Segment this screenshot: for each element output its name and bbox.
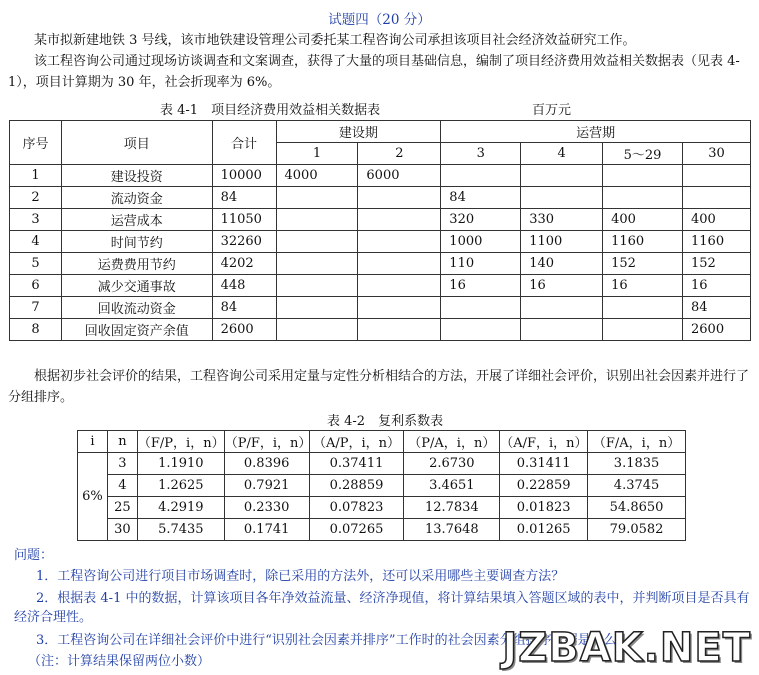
row-index: 4 [10,231,62,253]
row-value: 152 [603,253,683,275]
exam-title: 试题四（20 分） [328,12,431,28]
cell: 25 [107,497,137,519]
table-row [10,253,751,275]
row-item: 回收固定资产余值 [61,319,212,341]
row-item: 减少交通事故 [61,275,212,297]
cell: 0.28859 [309,475,404,497]
row-total: 4202 [212,253,276,275]
row-total: 2600 [212,319,276,341]
cell: 4.3745 [588,475,686,497]
row-value [683,165,751,187]
header-year: 5～29 [603,143,683,165]
row-value [276,209,358,231]
row-value: 16 [603,275,683,297]
row-value [441,165,521,187]
table-row [10,209,751,231]
row-value: 84 [441,187,521,209]
table2-caption: 表 4-2 复利系数表 [327,414,444,429]
table-row [10,297,751,319]
row-value [603,319,683,341]
cell: 0.1741 [224,519,309,541]
header-total: 合计 [212,121,276,165]
row-value: 16 [521,275,603,297]
row-total: 11050 [212,209,276,231]
header-factor: （A/F，i，n） [500,431,588,453]
cell: 79.0582 [588,519,686,541]
cell: 0.31411 [500,453,588,475]
cell: 30 [107,519,137,541]
row-value: 400 [683,209,751,231]
row-value [276,187,358,209]
rate-cell: 6% [78,453,108,541]
row-total: 10000 [212,165,276,187]
cell: 0.01823 [500,497,588,519]
header-index: 序号 [10,121,62,165]
row-value: 6000 [358,165,441,187]
social-evaluation-paragraph: 根据初步社会评价的结果，工程咨询公司采用定量与定性分析相结合的方法，开展了详细社会评价，识别出社会因素并进行了分组排序。 [8,369,750,405]
cell: 0.2330 [224,497,309,519]
cell: 12.7834 [404,497,500,519]
question-3: 3．工程咨询公司在详细社会评价中进行“识别社会因素并排序”工作时的社会因素分组排序依据是什么？ [36,633,630,648]
cell: 3.1835 [588,453,686,475]
header-year: 4 [521,143,603,165]
header-i: i [78,431,108,453]
row-index: 6 [10,275,62,297]
header-item: 项目 [61,121,212,165]
row-value [276,253,358,275]
cell: 13.7648 [404,519,500,541]
row-value: 84 [683,297,751,319]
cell: 0.8396 [224,453,309,475]
row-total: 84 [212,187,276,209]
cell: 4.2919 [137,497,224,519]
row-total: 32260 [212,231,276,253]
cell: 0.37411 [309,453,404,475]
row-total: 84 [212,297,276,319]
row-value: 1160 [683,231,751,253]
header-year: 30 [683,143,751,165]
row-value [603,297,683,319]
row-value: 152 [683,253,751,275]
row-index: 2 [10,187,62,209]
header-operation-period: 运营期 [441,121,751,143]
row-total: 448 [212,275,276,297]
row-value [603,187,683,209]
table1-unit: 百万元 [532,103,572,118]
table-row [78,519,686,541]
row-item: 时间节约 [61,231,212,253]
row-value [276,275,358,297]
question-2: 2．根据表 4-1 中的数据，计算该项目各年净效益流量、经济净现值，将计算结果填入答题区域的表中，并判断项目是否具有经济合理性。 [14,591,750,625]
header-year: 3 [441,143,521,165]
row-value [521,187,603,209]
header-factor: （P/F，i，n） [224,431,309,453]
row-item: 运营成本 [61,209,212,231]
cell: 2.6730 [404,453,500,475]
row-value [358,187,441,209]
row-value [521,319,603,341]
row-index: 3 [10,209,62,231]
header-year: 1 [276,143,358,165]
row-value [603,165,683,187]
intro-paragraph-1: 某市拟新建地铁 3 号线，该市地铁建设管理公司委托某工程咨询公司承担该项目社会经济效益研究工作。 [34,33,636,48]
row-value: 400 [603,209,683,231]
table-row [78,475,686,497]
row-value [358,297,441,319]
row-index: 7 [10,297,62,319]
row-value [521,165,603,187]
table-row [10,319,751,341]
header-factor: （F/A，i，n） [588,431,686,453]
row-value [276,319,358,341]
row-value: 140 [521,253,603,275]
row-value: 2600 [683,319,751,341]
row-value [683,187,751,209]
questions-heading: 问题： [14,548,54,563]
row-value [276,297,358,319]
row-index: 8 [10,319,62,341]
row-value: 4000 [276,165,358,187]
row-value [358,253,441,275]
row-value [441,319,521,341]
row-value: 1160 [603,231,683,253]
table-row [10,275,751,297]
cell: 4 [107,475,137,497]
cell: 0.7921 [224,475,309,497]
table-row [10,165,751,187]
table-row [78,497,686,519]
calculation-note: （注：计算结果保留两位小数） [28,654,211,669]
question-1: 1．工程咨询公司进行项目市场调查时，除已采用的方法外，还可以采用哪些主要调查方法？ [36,569,565,584]
header-construction-period: 建设期 [276,121,441,143]
row-value [358,231,441,253]
cell: 54.8650 [588,497,686,519]
cell: 5.7435 [137,519,224,541]
table-row [10,187,751,209]
cell: 3 [107,453,137,475]
cell: 0.01265 [500,519,588,541]
cell: 0.22859 [500,475,588,497]
row-item: 建设投资 [61,165,212,187]
row-item: 运费费用节约 [61,253,212,275]
cell: 0.07823 [309,497,404,519]
row-index: 5 [10,253,62,275]
header-factor: （F/P，i，n） [137,431,224,453]
table-row [10,231,751,253]
compound-interest-table [77,430,686,541]
cell: 0.07265 [309,519,404,541]
header-year: 2 [358,143,441,165]
row-value: 16 [683,275,751,297]
row-value: 110 [441,253,521,275]
table1-caption: 表 4-1 项目经济费用效益相关数据表 [160,103,381,118]
cell: 3.4651 [404,475,500,497]
table-row [78,453,686,475]
header-n: n [107,431,137,453]
row-index: 1 [10,165,62,187]
row-value [441,297,521,319]
cell: 1.2625 [137,475,224,497]
row-value: 330 [521,209,603,231]
row-value: 16 [441,275,521,297]
row-value [358,319,441,341]
row-value [276,231,358,253]
header-factor: （A/P，i，n） [309,431,404,453]
intro-paragraph-2: 该工程咨询公司通过现场访谈调查和文案调查，获得了大量的项目基础信息，编制了项目经济费用效益相关数据表（见表 4-1），项目计算期为 30 年，社会折现率为 6%。 [8,54,740,90]
row-item: 流动资金 [61,187,212,209]
cost-benefit-table [9,120,751,341]
header-factor: （P/A，i，n） [404,431,500,453]
cell: 1.1910 [137,453,224,475]
row-value [358,209,441,231]
row-value: 1100 [521,231,603,253]
watermark-logo: JZBAK.NET [502,625,751,671]
row-value: 1000 [441,231,521,253]
row-value [521,297,603,319]
row-value [358,275,441,297]
row-value: 320 [441,209,521,231]
row-item: 回收流动资金 [61,297,212,319]
